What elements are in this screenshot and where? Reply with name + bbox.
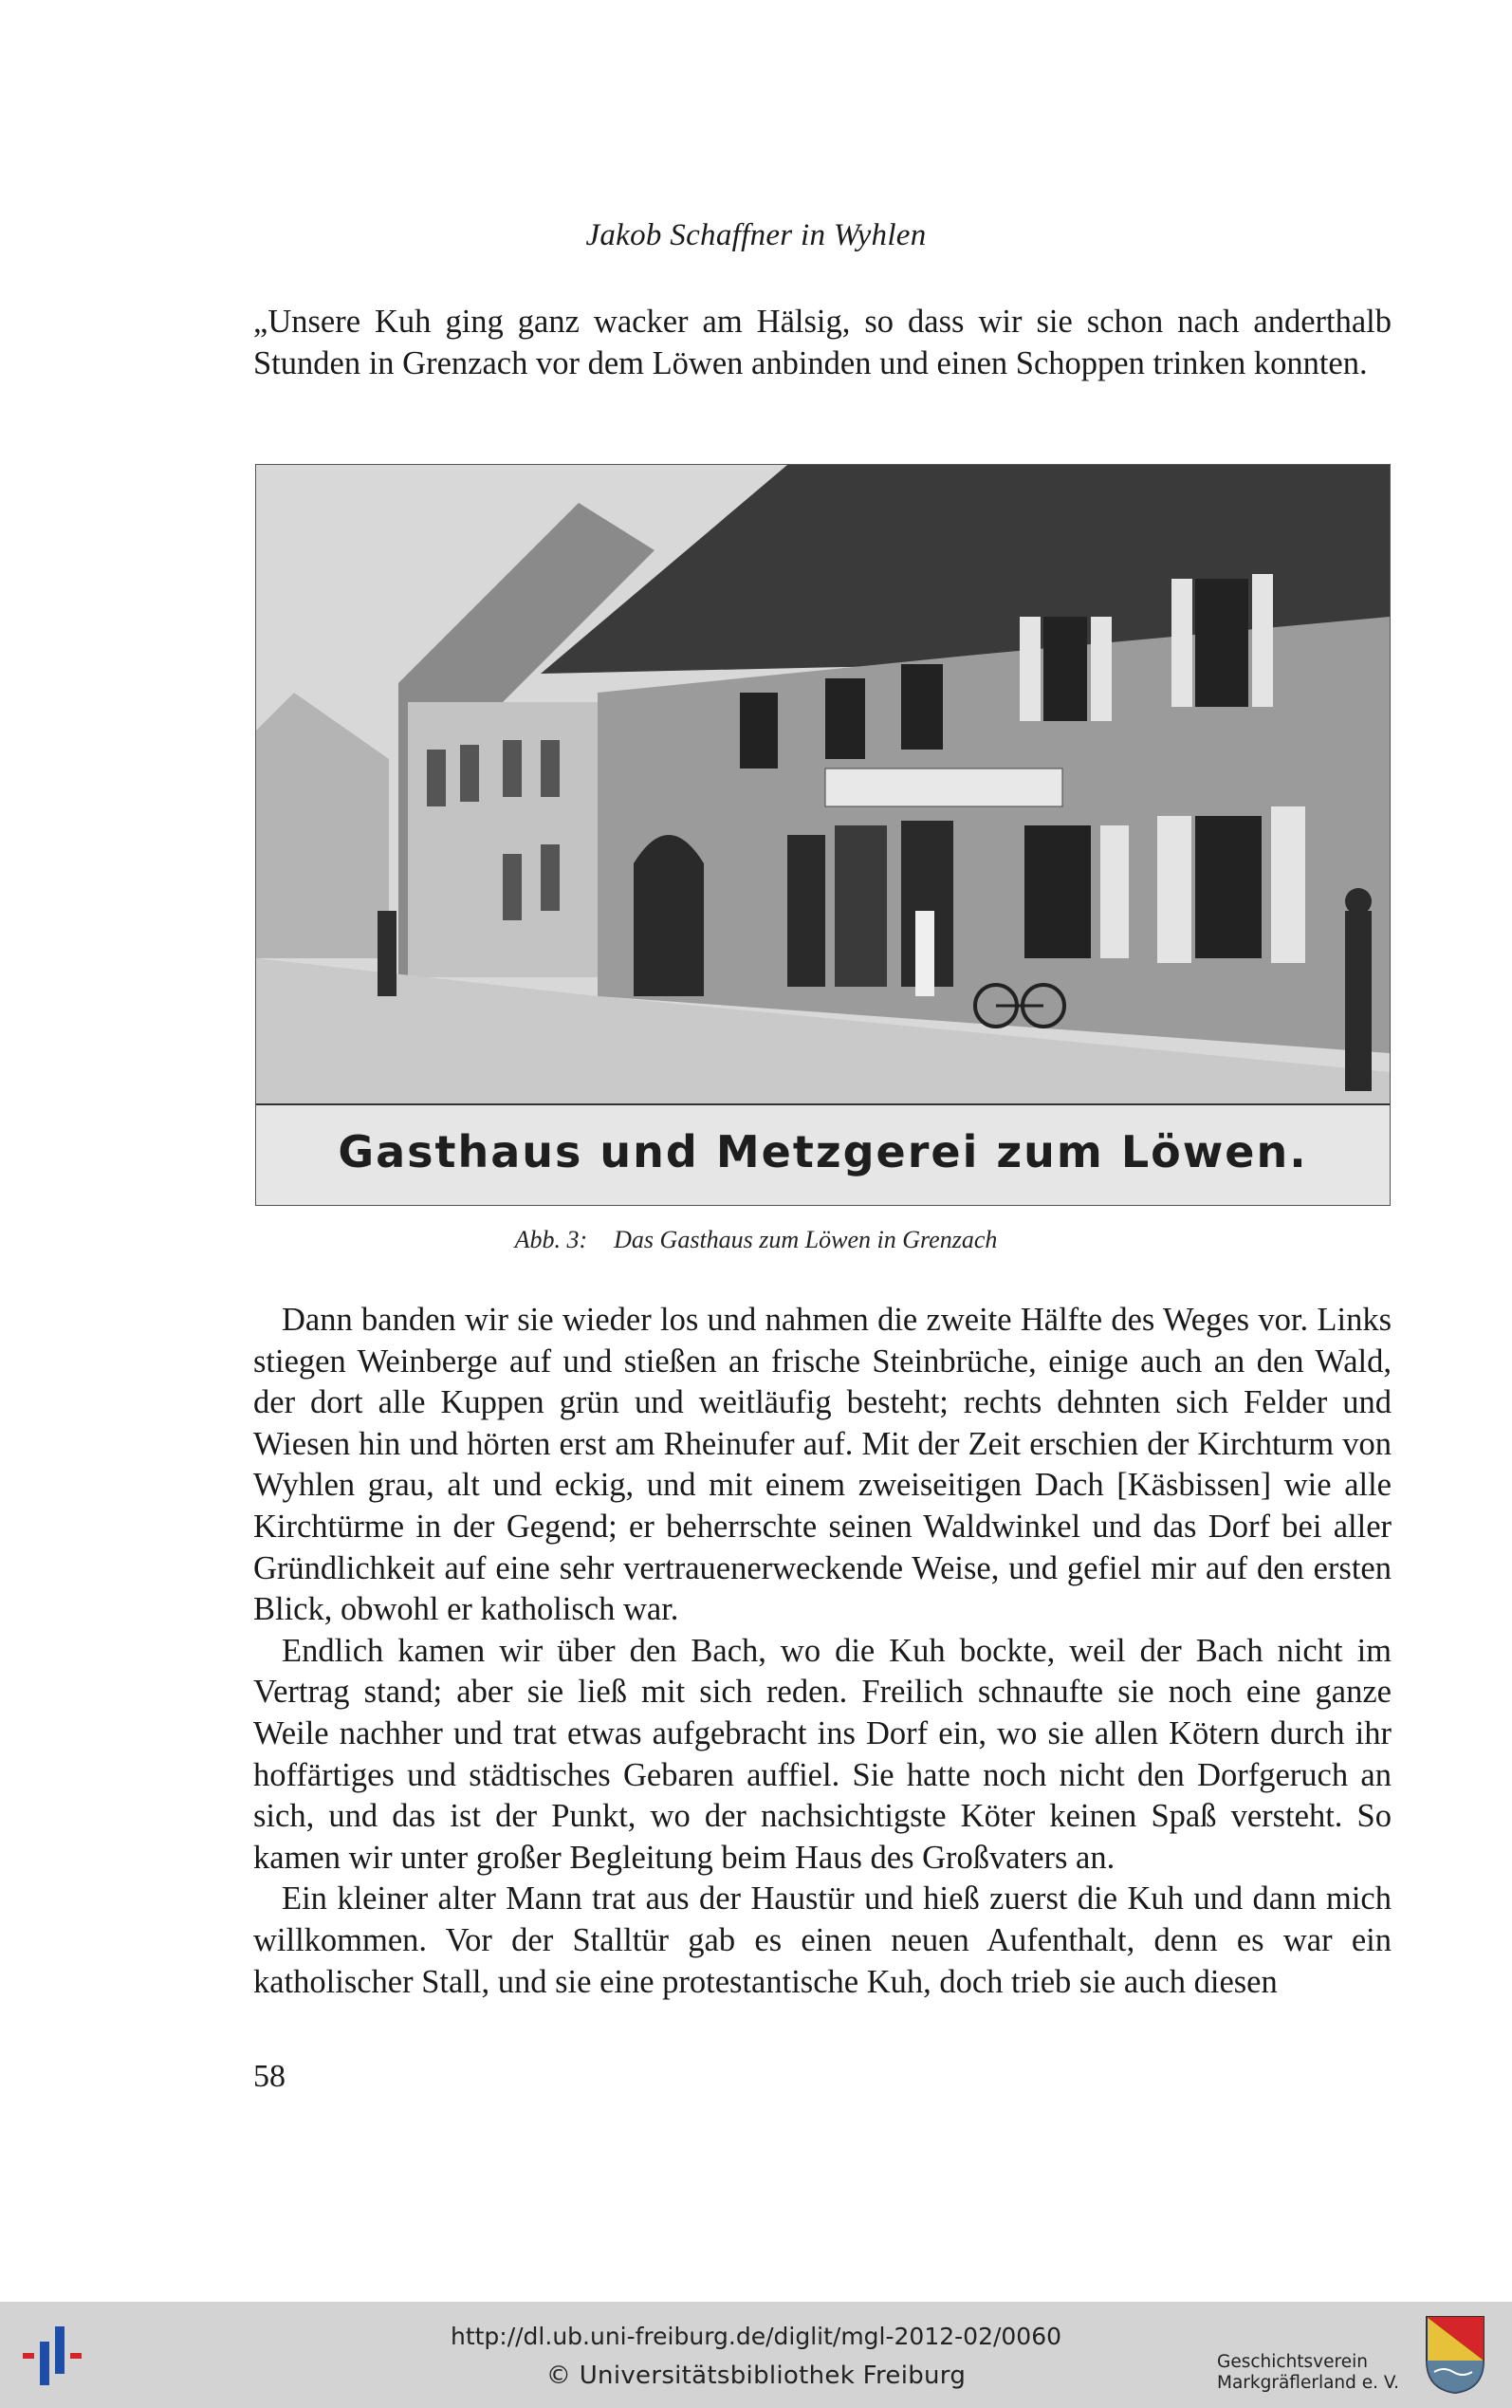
sponsor-line: Markgräflerland e. V. — [1217, 2373, 1400, 2393]
paragraph: „Unsere Kuh ging ganz wacker am Hälsig, so dass wir sie schon nach anderthalb Stunden in Grenzach vor dem Löwen anbinden und einen Schoppen trinken konnten. — [253, 304, 1392, 381]
figure-label: Abb. 3: — [514, 1226, 588, 1253]
historic-photo — [255, 464, 1391, 1206]
figure-caption-text: Das Gasthaus zum Löwen in Grenzach — [614, 1226, 998, 1253]
paragraph: Endlich kamen wir über den Bach, wo die Kuh bockte, weil der Bach nicht im Vertrag stand; aber sie ließ mit sich reden. Freilich schnaufte sie noch eine ganze Weile nachher und trat etwas aufgebracht ins Dorf ein, wo sie allen Kötern durch ihr hoffärtiges und städtisches Gebaren auffiel. Sie hatte noch nicht den Dorfgeruch an sich, und das ist der Punkt, wo der nachsichtigste Köter keinen Spaß versteht. So kamen wir unter großer Begleitung beim Haus des Großvaters an. — [253, 1632, 1392, 1876]
coat-of-arms-icon[interactable] — [1425, 2315, 1485, 2395]
page-number: 58 — [253, 2059, 286, 2094]
footer-bar — [0, 2302, 1512, 2408]
paragraph: Ein kleiner alter Mann trat aus der Haustür und hieß zuerst die Kuh und dann mich willkommen. Vor der Stalltür gab es einen neuen Aufenthalt, denn es war ein katholischer Stall, und sie eine protestantische Kuh, doch trieb sie auch diesen — [253, 1880, 1392, 2000]
photo-caption: Gasthaus und Metzgerei zum Löwen. — [338, 1126, 1308, 1177]
paragraph: Dann banden wir sie wieder los und nahmen die zweite Hälfte des Weges vor. Links stiegen Weinberge auf und stießen an frische Steinbrüche, einige auch an den Wald, der dort alle Kuppen grün und weitläufig besteht; rechts dehnten sich Felder und Wiesen hin und hörten erst am Rheinufer auf. Mit der Zeit erschien der Kirchturm von Wyhlen grau, alt und eckig, und mit einem zweiseitigen Dach [Käsbissen] wie alle Kirchtürme in der Gegend; er beherrschte seinen Waldwinkel und das Dorf bei aller Gründlichkeit auf eine sehr vertrauenerweckende Weise, und gefiel mir auf den ersten Blick, obwohl er katholisch war. — [253, 1302, 1392, 1628]
footer-sponsor — [1217, 2352, 1399, 2394]
figure-caption — [0, 1226, 1512, 1254]
intro-text — [253, 302, 1392, 384]
photo-illustration — [256, 465, 1390, 1205]
body-text — [253, 1300, 1392, 2003]
running-head: Jakob Schaffner in Wyhlen — [585, 218, 927, 252]
photo-caption-band — [256, 1103, 1390, 1205]
sponsor-line: Geschichtsverein — [1217, 2352, 1368, 2372]
footer-copyright: © Universitätsbibliothek Freiburg — [545, 2362, 967, 2390]
footer-url-link[interactable]: http://dl.ub.uni-freiburg.de/diglit/mgl-2012-02/0060 — [450, 2323, 1062, 2350]
